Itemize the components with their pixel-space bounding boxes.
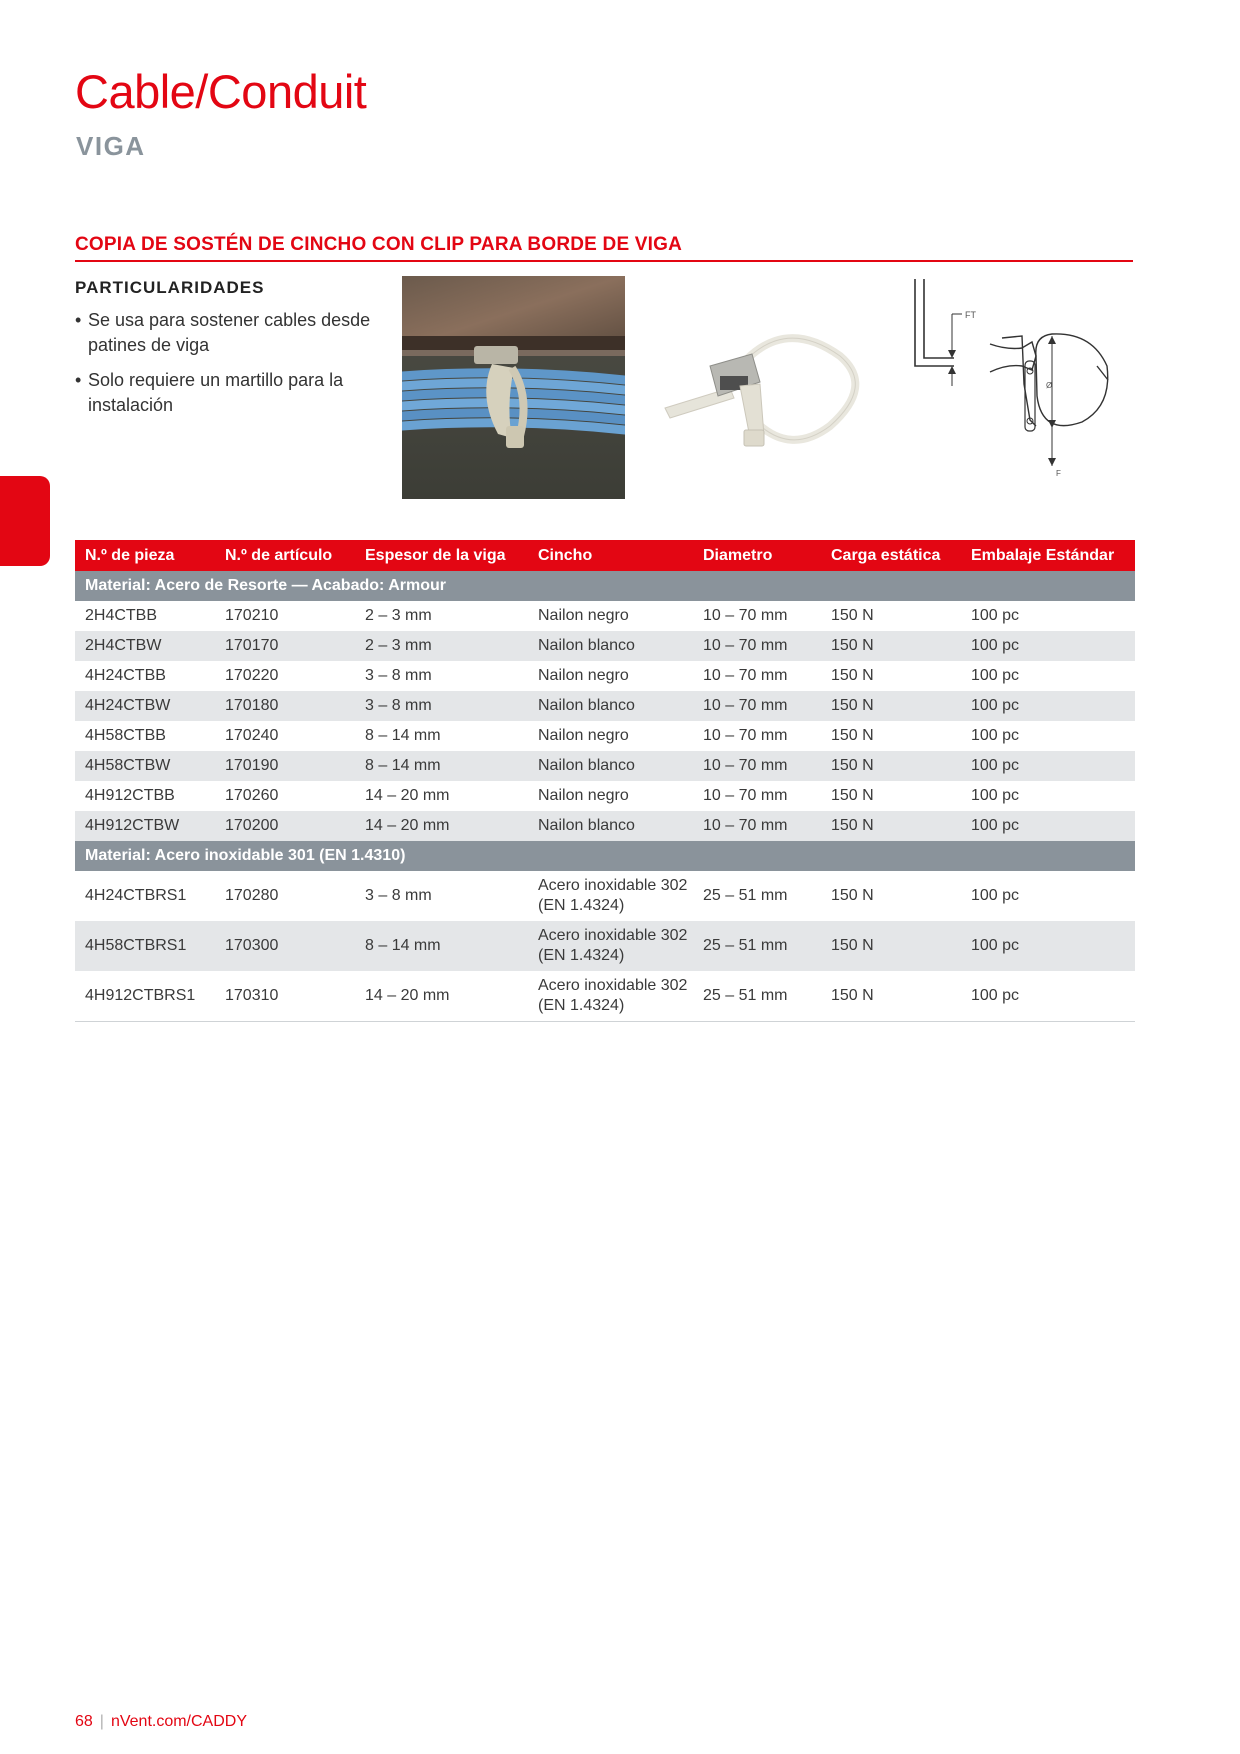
table-row: 2H4CTBB 170210 2 – 3 mm Nailon negro 10 – 70 mm 150 N 100 pc (85, 607, 1020, 624)
header-static-load: Carga estática (821, 540, 961, 571)
features-title: PARTICULARIDADES (75, 278, 265, 297)
page-footer (75, 1713, 247, 1731)
table-row: 4H58CTBRS1 170300 8 – 14 mm Acero inoxidable 302 (EN 1.4324) 25 – 51 mm 150 N 100 pc (75, 921, 1135, 971)
table-header-row (75, 540, 1135, 571)
header-beam-thickness: Espesor de la viga (355, 540, 528, 571)
header-diameter: Diametro (693, 540, 821, 571)
table-row: 2H4CTBW 170170 2 – 3 mm Nailon blanco 10 – 70 mm 150 N 100 pc (75, 631, 1135, 661)
table-row: 4H912CTBRS1 170310 14 – 20 mm Acero inoxidable 302 (EN 1.4324) 25 – 51 mm 150 N 100 pc (75, 971, 1135, 1022)
header-standard-package: Embalaje Estándar (961, 540, 1135, 571)
material-group-row: Material: Acero inoxidable 301 (EN 1.4310) (75, 841, 1135, 871)
ft-label: FT (965, 310, 976, 320)
table-row: 4H58CTBW 170190 8 – 14 mm Nailon blanco 10 – 70 mm 150 N 100 pc (75, 751, 1135, 781)
table-row: 4H912CTBB 170260 14 – 20 mm Nailon negro 10 – 70 mm 150 N 100 pc (85, 787, 1020, 804)
page-number: 68 (75, 1713, 93, 1730)
technical-diagram (912, 276, 1138, 492)
feature-text: Solo requiere un martillo para la instalación (88, 370, 344, 415)
table-row: 4H24CTBW 170180 3 – 8 mm Nailon blanco 10 – 70 mm 150 N 100 pc (75, 691, 1135, 721)
page-subtitle: VIGA (76, 131, 146, 161)
page-title: Cable/Conduit (75, 65, 367, 118)
header-article-number: N.º de artículo (215, 540, 355, 571)
feature-text: Se usa para sostener cables desde patines de viga (88, 310, 371, 355)
product-heading: COPIA DE SOSTÉN DE CINCHO CON CLIP PARA BORDE DE VIGA (75, 234, 1133, 262)
table-row: 4H58CTBB 170240 8 – 14 mm Nailon negro 10 – 70 mm 150 N 100 pc (85, 727, 1020, 744)
diameter-label: Ø (1046, 381, 1053, 390)
product-table (75, 540, 1135, 1022)
bullet-icon: • (75, 370, 82, 390)
table-row: 4H24CTBRS1 170280 3 – 8 mm Acero inoxidable 302 (EN 1.4324) 25 – 51 mm 150 N 100 pc (85, 877, 1020, 914)
features-list (75, 308, 395, 428)
product-image (660, 326, 880, 466)
feature-item (75, 308, 395, 358)
material-group-row: Material: Acero de Resorte — Acabado: Armour (75, 571, 1135, 601)
header-part-number: N.º de pieza (75, 540, 215, 571)
bullet-icon: • (75, 310, 82, 330)
table-row: 4H24CTBB 170220 3 – 8 mm Nailon negro 10 – 70 mm 150 N 100 pc (85, 667, 1020, 684)
f-label: F (1056, 469, 1061, 478)
installation-photo (402, 276, 625, 499)
feature-item (75, 368, 395, 418)
header-cable-tie: Cincho (528, 540, 693, 571)
section-tab-marker (0, 476, 50, 566)
footer-link[interactable]: nVent.com/CADDY (110, 1713, 248, 1730)
footer-separator: | (99, 1713, 104, 1730)
table-row: 4H912CTBW 170200 14 – 20 mm Nailon blanco 10 – 70 mm 150 N 100 pc (75, 811, 1135, 841)
